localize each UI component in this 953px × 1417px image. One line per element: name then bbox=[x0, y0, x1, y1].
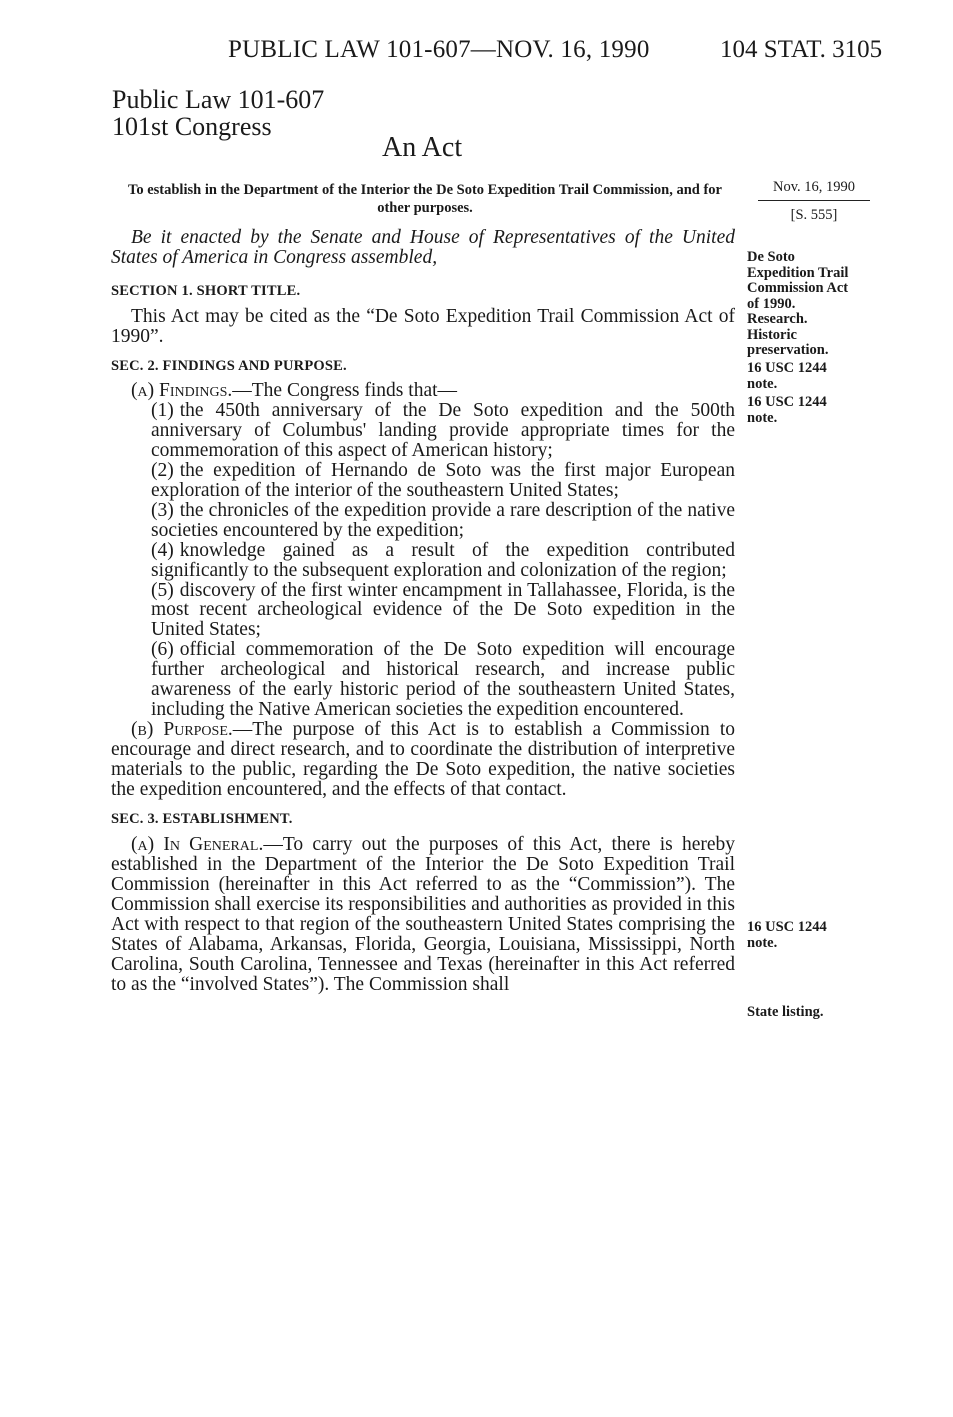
purpose-text: —The purpose of this Act is to establish a Commission to encourage and direct research, and to coordinate the distribution of interpretive materials to the public, regarding the De Soto expedition, the native societies the expedition encountered, and the effects of that contact. bbox=[111, 718, 735, 800]
margin-note-citation: 16 USC 1244 note. bbox=[747, 919, 827, 951]
establishment-paragraph bbox=[111, 835, 735, 994]
act-purpose: To establish in the Department of the Interior the De Soto Expedition Trail Commission, and for other purposes. bbox=[128, 182, 722, 216]
enactment-date-box bbox=[758, 179, 870, 224]
margin-note-citation: 16 USC 1244 note. bbox=[747, 360, 827, 392]
findings-label: (a) Findings. bbox=[131, 380, 233, 402]
margin-note-subjects: Research. Historic preservation. bbox=[747, 311, 829, 358]
law-designation bbox=[112, 86, 324, 140]
in-general-text: —To carry out the purposes of this Act, there is hereby established in the Department of the Interior the De Soto Expedition Trail Commission (hereinafter in this Act referred to as the “Commission”). The Commission shall exercise its responsibilities and authorities as provided in this Act with respect to that region of the southeastern United States comprising the States of Alabama, Arkansas, Florida, Georgia, Louisiana, Mississippi, North Carolina, South Carolina, Tennessee and Texas (hereinafter in this Act referred to as the “involved States”). The Commission shall bbox=[111, 834, 735, 995]
short-title-text: This Act may be cited as the “De Soto Expedition Trail Commission Act of 1990”. bbox=[111, 305, 735, 347]
enactment-date: Nov. 16, 1990 bbox=[758, 179, 870, 201]
section-1-heading: SECTION 1. SHORT TITLE. bbox=[111, 282, 301, 299]
finding-item: (4) knowledge gained as a result of the expedition contributed significantly to the subsequent exploration and colonization of the region; bbox=[151, 539, 735, 581]
findings-intro bbox=[111, 381, 735, 401]
stat-page-number: 104 STAT. 3105 bbox=[720, 36, 883, 63]
congress-number: 101st Congress bbox=[112, 112, 272, 141]
finding-item: (3) the chronicles of the expedition provide a rare description of the native societies encountered by the expedition; bbox=[151, 499, 735, 541]
bill-number: [S. 555] bbox=[790, 207, 838, 223]
enacting-clause: Be it enacted by the Senate and House of Representatives of the United States of America in Congress assembled, bbox=[111, 227, 735, 268]
running-title: PUBLIC LAW 101-607—NOV. 16, 1990 bbox=[228, 36, 650, 63]
in-general-label: (a) In General. bbox=[131, 834, 264, 856]
public-law-number: Public Law 101-607 bbox=[112, 85, 325, 114]
section-3-heading: SEC. 3. ESTABLISHMENT. bbox=[111, 811, 293, 828]
margin-note-state-listing: State listing. bbox=[747, 1004, 824, 1020]
margin-note-citation: 16 USC 1244 note. bbox=[747, 394, 827, 426]
finding-item: (1) the 450th anniversary of the De Soto expedition and the 500th anniversary of Columbus' landing provide appropriate times for the commemoration of this aspect of American history; bbox=[151, 400, 735, 462]
findings-intro-text: —The Congress finds that— bbox=[232, 380, 458, 402]
purpose-label: (b) Purpose. bbox=[131, 718, 233, 740]
finding-item: (6) official commemoration of the De Soto expedition will encourage further archeological and historical research, and increase public awareness of the early historic period of the southeastern United States, including the Native American societies the expedition encountered. bbox=[151, 639, 735, 720]
act-heading: An Act bbox=[382, 132, 463, 163]
findings-list bbox=[111, 401, 735, 720]
margin-note-short-title: De Soto Expedition Trail Commission Act of 1990. bbox=[747, 249, 849, 312]
purpose-paragraph bbox=[111, 720, 735, 800]
section-2-heading: SEC. 2. FINDINGS AND PURPOSE. bbox=[111, 357, 347, 374]
statute-body bbox=[111, 228, 735, 995]
finding-item: (2) the expedition of Hernando de Soto was the first major European exploration of the interior of the southeastern United States; bbox=[151, 460, 735, 501]
finding-item: (5) discovery of the first winter encampment in Tallahassee, Florida, is the most recent archeological evidence of the De Soto expedition in the United States; bbox=[151, 579, 735, 641]
